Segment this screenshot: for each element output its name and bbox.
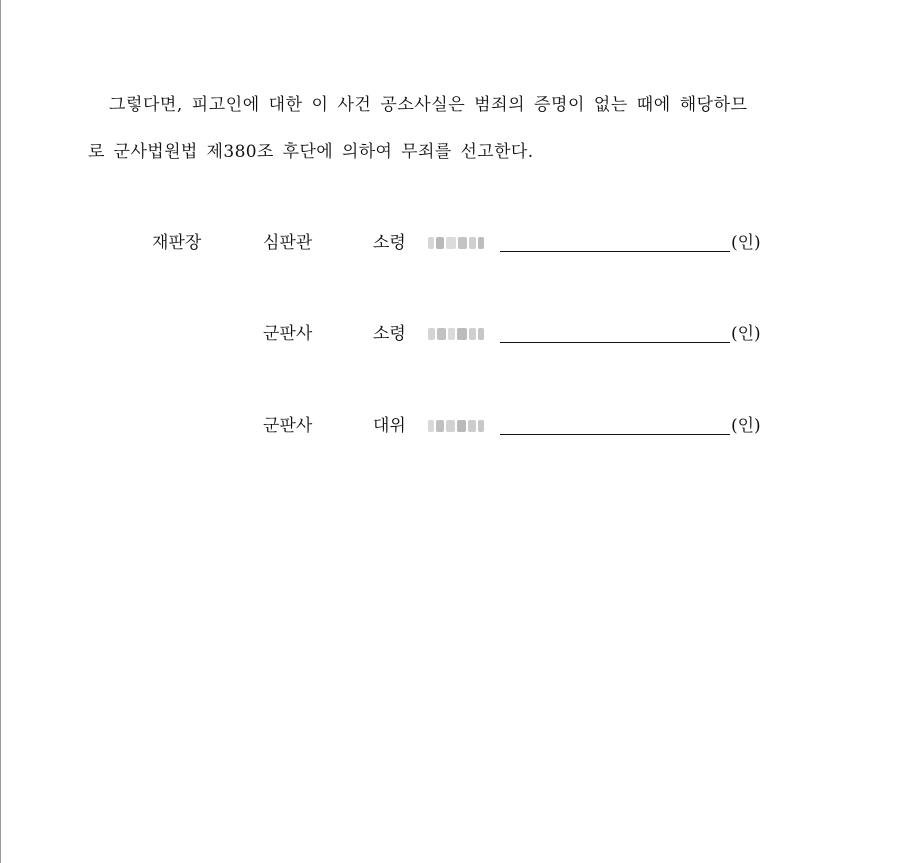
judge-rank: 소령 [373,233,406,253]
page-left-border [0,0,1,863]
redacted-name [428,416,484,436]
judgment-text-line-1: 그렇다면, 피고인에 대한 이 사건 공소사실은 범죄의 증명이 없는 때에 해당하므 [109,95,748,115]
judge-title: 군판사 [263,324,313,344]
judge-title: 심판관 [263,233,313,253]
judge-title: 군판사 [263,416,313,436]
judge-rank: 대위 [373,416,406,436]
seal-mark: (인) [731,416,761,436]
presiding-judge-label: 재판장 [152,233,202,253]
seal-mark: (인) [731,324,761,344]
signature-line [500,434,730,435]
signature-line [500,342,730,343]
seal-mark: (인) [731,233,761,253]
judgment-text-line-2: 로 군사법원법 제380조 후단에 의하여 무죄를 선고한다. [88,142,534,162]
signature-line [500,251,730,252]
judge-rank: 소령 [373,324,406,344]
redacted-name [428,324,484,344]
redacted-name [428,233,484,253]
